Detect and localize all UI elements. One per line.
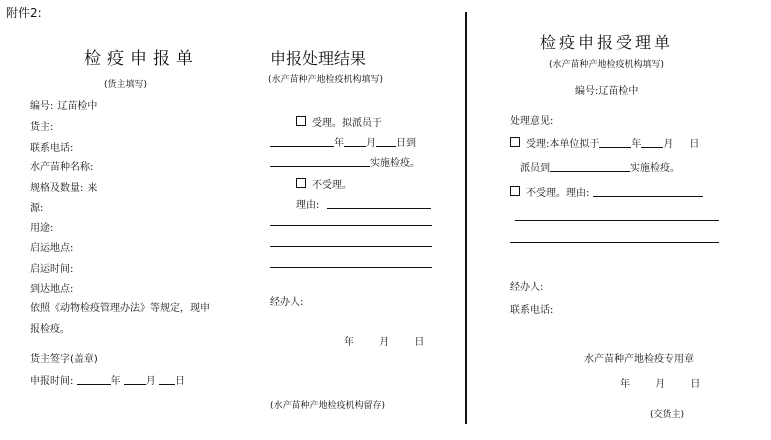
result-accept: 受理。拟派员于 bbox=[296, 114, 382, 129]
reason-line-1[interactable] bbox=[270, 225, 432, 226]
acceptance-date: 年 月 日 bbox=[620, 379, 701, 390]
result-footer: (水产苗种产地检疫机构留存) bbox=[270, 401, 386, 411]
location-blank[interactable] bbox=[270, 155, 370, 167]
reason-line-2[interactable] bbox=[270, 246, 432, 247]
year-blank[interactable] bbox=[77, 373, 111, 385]
result-implement: 实施检疫。 bbox=[270, 154, 420, 169]
year-blank[interactable] bbox=[599, 136, 631, 148]
statement-line1: 依照《动物检疫管理办法》等规定，现申 bbox=[30, 303, 210, 314]
day-blank[interactable] bbox=[376, 135, 396, 147]
field-owner: 货主: bbox=[30, 122, 54, 133]
cut-line bbox=[465, 12, 467, 424]
field-spec-quantity: 规格及数量: 来 bbox=[30, 183, 98, 194]
field-purpose: 用途: bbox=[30, 223, 54, 234]
result-reason: 理由: bbox=[296, 196, 431, 211]
accept-checkbox[interactable] bbox=[296, 116, 306, 126]
day-blank[interactable] bbox=[159, 373, 175, 385]
acceptance-subtitle: (水产苗种产地检疫机构填写) bbox=[549, 60, 665, 70]
reason-line-3[interactable] bbox=[270, 267, 432, 268]
acceptance-footer: (交货主) bbox=[650, 410, 685, 420]
acceptance-reason-line-2[interactable] bbox=[510, 242, 719, 243]
reason-blank[interactable] bbox=[327, 197, 431, 209]
acceptance-accept-checkbox[interactable] bbox=[510, 137, 520, 147]
declaration-subtitle: (货主填写) bbox=[104, 80, 148, 90]
acceptance-opinion: 处理意见: bbox=[510, 116, 554, 127]
reason-blank[interactable] bbox=[593, 185, 703, 197]
field-spec-quantity-value: 来 bbox=[87, 183, 98, 194]
declaration-title: 检疫申报单 bbox=[84, 49, 199, 69]
result-date: 年 月 日 bbox=[344, 337, 425, 348]
acceptance-phone: 联系电话: bbox=[510, 305, 554, 316]
field-number-value: 辽苗检中 bbox=[57, 101, 98, 112]
field-phone: 联系电话: bbox=[30, 143, 74, 154]
result-subtitle: (水产苗种产地检疫机构填写) bbox=[268, 75, 384, 85]
acceptance-not-accept-checkbox[interactable] bbox=[510, 186, 520, 196]
acceptance-reason-line-1[interactable] bbox=[515, 220, 719, 221]
acceptance-send: 派员到 实施检疫。 bbox=[520, 159, 680, 174]
location-blank[interactable] bbox=[550, 160, 630, 172]
acceptance-number: 编号:辽苗检中 bbox=[575, 86, 639, 97]
acceptance-seal: 水产苗种产地检疫专用章 bbox=[584, 354, 694, 365]
result-handler: 经办人: bbox=[270, 297, 304, 308]
result-not-accept: 不受理。 bbox=[296, 176, 352, 191]
month-blank[interactable] bbox=[641, 136, 663, 148]
acceptance-handler: 经办人: bbox=[510, 282, 544, 293]
field-species-name: 水产苗种名称: bbox=[30, 162, 94, 173]
declare-time: 申报时间: 年 月 日 bbox=[30, 372, 185, 387]
result-title: 申报处理结果 bbox=[270, 49, 367, 68]
field-source: 源: bbox=[30, 203, 44, 214]
month-blank[interactable] bbox=[124, 373, 146, 385]
field-departure-time: 启运时间: bbox=[30, 264, 74, 275]
statement-line2: 报检疫。 bbox=[30, 324, 70, 335]
not-accept-checkbox[interactable] bbox=[296, 178, 306, 188]
field-departure-place: 启运地点: bbox=[30, 243, 74, 254]
owner-signature: 货主签字(盖章) bbox=[30, 354, 98, 365]
acceptance-title: 检疫申报受理单 bbox=[540, 33, 674, 52]
attachment-label: 附件2: bbox=[6, 6, 42, 20]
result-date-range: 年 月 日到 bbox=[270, 134, 416, 149]
month-blank[interactable] bbox=[344, 135, 366, 147]
field-number: 编号: 辽苗检中 bbox=[30, 101, 98, 112]
year-blank[interactable] bbox=[270, 135, 334, 147]
acceptance-accept: 受理:本单位拟于 年 月 日 bbox=[510, 135, 699, 150]
acceptance-not-accept: 不受理。理由: bbox=[510, 184, 703, 199]
field-arrival-place: 到达地点: bbox=[30, 284, 74, 295]
